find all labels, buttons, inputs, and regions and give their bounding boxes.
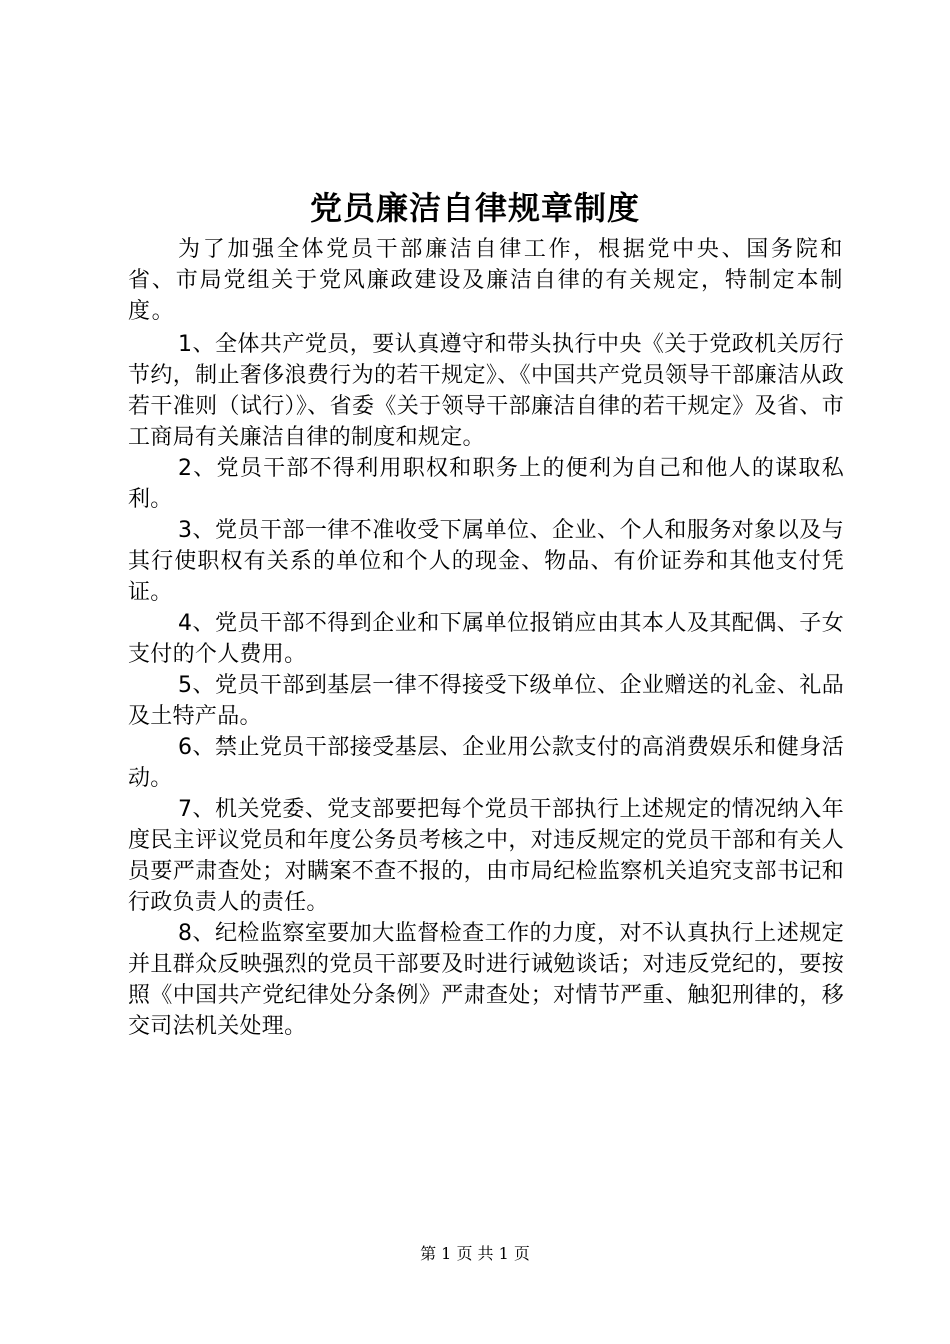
page-number-footer: 第 1 页 共 1 页: [420, 1244, 530, 1263]
document-body: [128, 234, 844, 1042]
rule-paragraph-7: 7、机关党委、党支部要把每个党员干部执行上述规定的情况纳入年度民主评议党员和年度公务员考核之中，对违反规定的党员干部和有关人员要严肃查处；对瞒案不查不报的，由市局纪检监察机关追究支部书记和行政负责人的责任。: [128, 797, 844, 915]
rule-paragraph-5: 5、党员干部到基层一律不得接受下级单位、企业赠送的礼金、礼品及土特产品。: [128, 673, 844, 729]
page-title: 党员廉洁自律规章制度: [309, 189, 640, 227]
rule-paragraph-4: 4、党员干部不得到企业和下属单位报销应由其本人及其配偶、子女支付的个人费用。: [128, 611, 844, 667]
rule-paragraph-8: 8、纪检监察室要加大监督检查工作的力度，对不认真执行上述规定并且群众反映强烈的党员干部要及时进行诫勉谈话；对违反党纪的，要按照《中国共产党纪律处分条例》严肃查处；对情节严重、触犯刑律的，移交司法机关处理。: [128, 921, 844, 1039]
rule-paragraph-2: 2、党员干部不得利用职权和职务上的便利为自己和他人的谋取私利。: [128, 456, 844, 512]
intro-paragraph: 为了加强全体党员干部廉洁自律工作，根据党中央、国务院和省、市局党组关于党风廉政建设及廉洁自律的有关规定，特制定本制度。: [128, 237, 844, 324]
rule-paragraph-6: 6、禁止党员干部接受基层、企业用公款支付的高消费娱乐和健身活动。: [128, 735, 844, 791]
rule-paragraph-1: 1、全体共产党员，要认真遵守和带头执行中央《关于党政机关厉行节约，制止奢侈浪费行为的若干规定》、《中国共产党员领导干部廉洁从政若干准则（试行）》、省委《关于领导干部廉洁自律的若干规定》及省、市工商局有关廉洁自律的制度和规定。: [128, 332, 844, 450]
rule-paragraph-3: 3、党员干部一律不准收受下属单位、企业、个人和服务对象以及与其行使职权有关系的单位和个人的现金、物品、有价证券和其他支付凭证。: [128, 518, 844, 605]
